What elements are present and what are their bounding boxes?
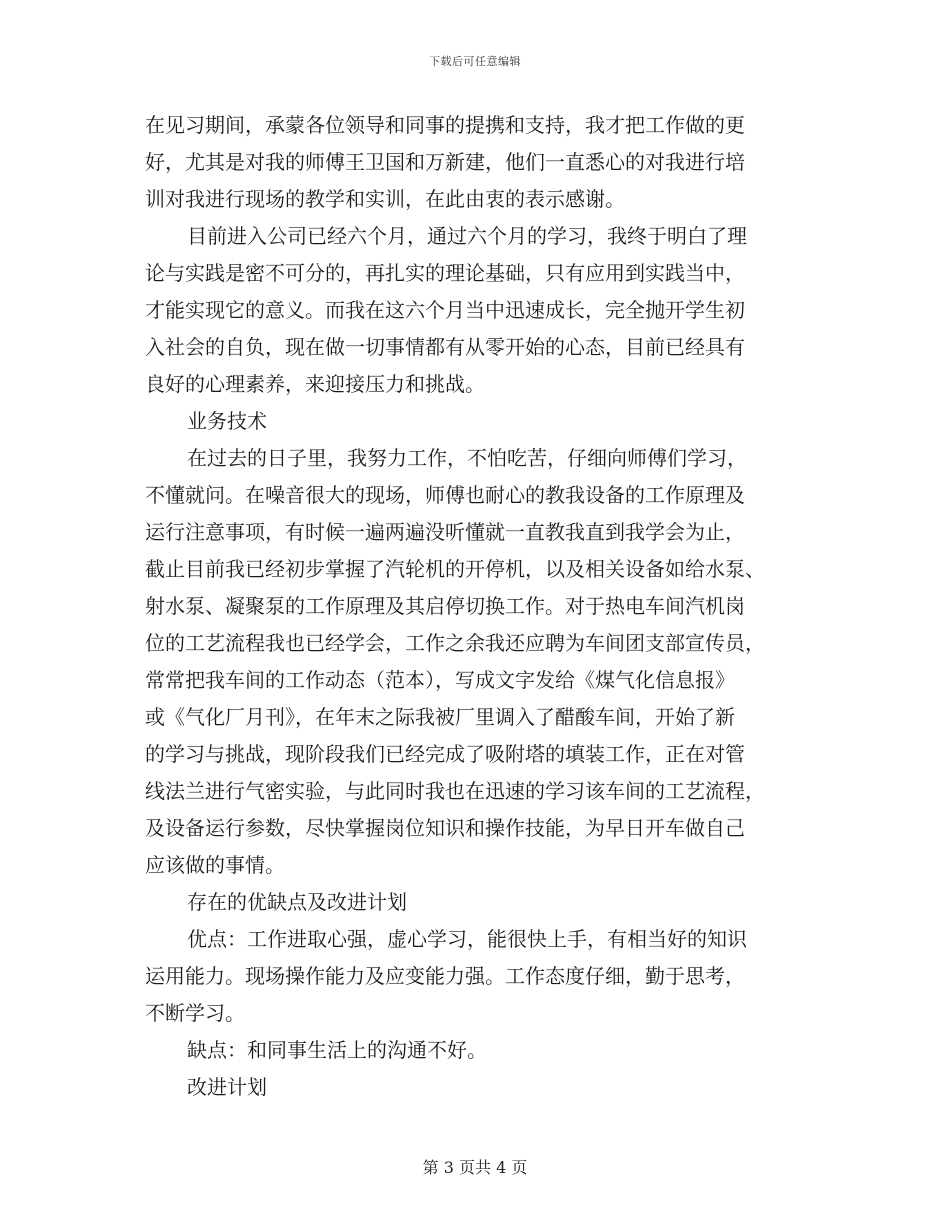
- text-line: 缺点：和同事生活上的沟通不好。: [187, 1038, 487, 1062]
- text-line: 论与实践是密不可分的，再扎实的理论基础，只有应用到实践当中，: [145, 261, 745, 285]
- text-line: 不断学习。: [145, 1001, 245, 1025]
- text-line: 运行注意事项，有时候一遍两遍没听懂就一直教我直到我学会为止，: [145, 520, 745, 544]
- text-line: 及设备运行参数，尽快掌握岗位知识和操作技能，为早日开车做自己: [145, 816, 745, 840]
- section-heading: 存在的优缺点及改进计划: [187, 890, 407, 914]
- text-line: 运用能力。现场操作能力及应变能力强。工作态度仔细，勤于思考，: [145, 964, 745, 988]
- section-heading: 业务技术: [187, 409, 267, 433]
- text-line: 线法兰进行气密实验，与此同时我也在迅速的学习该车间的工艺流程，: [145, 779, 765, 803]
- document-body: [145, 107, 810, 1106]
- text-line: 在见习期间，承蒙各位领导和同事的提携和支持，我才把工作做的更: [145, 113, 745, 137]
- section-heading: 改进计划: [187, 1075, 267, 1099]
- text-line: 目前进入公司已经六个月，通过六个月的学习，我终于明白了理: [187, 224, 747, 248]
- text-line: 截止目前我已经初步掌握了汽轮机的开停机，以及相关设备如给水泵、: [145, 557, 765, 581]
- text-line: 位的工艺流程我也已经学会，工作之余我还应聘为车间团支部宣传员，: [145, 631, 765, 655]
- text-line: 射水泵、凝聚泵的工作原理及其启停切换工作。对于热电车间汽机岗: [145, 594, 745, 618]
- text-line: 优点：工作进取心强，虚心学习，能很快上手，有相当好的知识: [187, 927, 747, 951]
- text-line: 才能实现它的意义。而我在这六个月当中迅速成长，完全抛开学生初: [145, 298, 745, 322]
- text-line: 入社会的自负，现在做一切事情都有从零开始的心态，目前已经具有: [145, 335, 745, 359]
- text-line: 或《气化厂月刊》，在年末之际我被厂里调入了醋酸车间，开始了新: [145, 705, 735, 729]
- text-line: 不懂就问。在噪音很大的现场，师傅也耐心的教我设备的工作原理及: [145, 483, 745, 507]
- page-footer: 第 3 页共 4 页: [422, 1158, 528, 1177]
- page-header: 下载后可任意编辑: [429, 55, 521, 68]
- text-line: 的学习与挑战，现阶段我们已经完成了吸附塔的填装工作，正在对管: [145, 742, 745, 766]
- text-line: 良好的心理素养，来迎接压力和挑战。: [145, 372, 485, 396]
- text-line: 常常把我车间的工作动态（范本），写成文字发给《煤气化信息报》: [145, 668, 735, 692]
- text-line: 应该做的事情。: [145, 853, 285, 877]
- text-line: 好，尤其是对我的师傅王卫国和万新建，他们一直悉心的对我进行培: [145, 150, 745, 174]
- text-line: 在过去的日子里，我努力工作，不怕吃苦，仔细向师傅们学习，: [187, 446, 747, 470]
- text-line: 训对我进行现场的教学和实训，在此由衷的表示感谢。: [145, 187, 625, 211]
